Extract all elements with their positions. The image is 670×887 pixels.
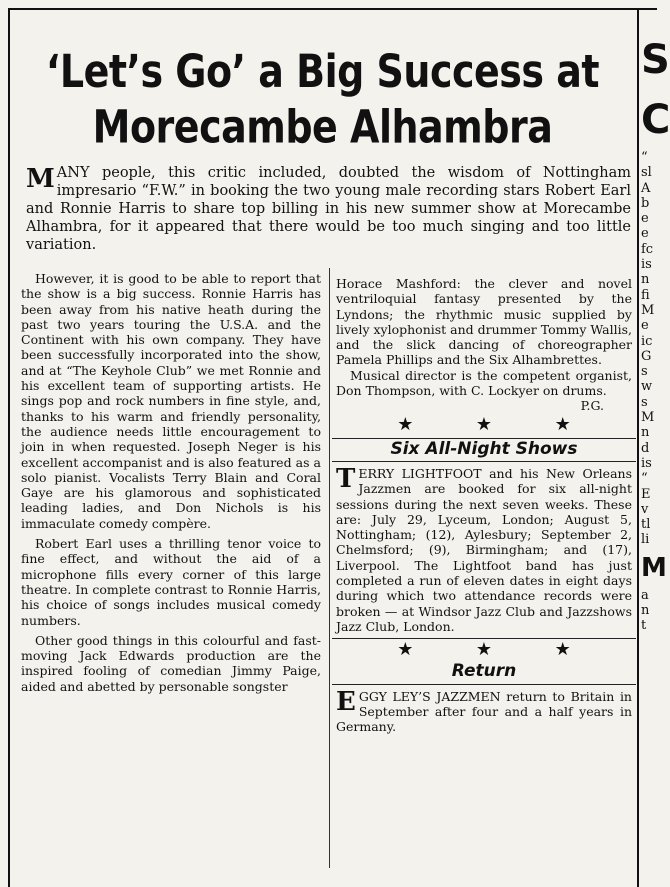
column-rule-right (637, 8, 639, 887)
edge-fragment: is (641, 257, 652, 273)
edge-letter-s: S (641, 37, 670, 83)
lightfoot-text: ERRY LIGHTFOOT and his New Orleans Jazzmen are booked for six all-night sessions during the next seven weeks. These are: July 29, Lyceum, London; August 5, Nottingham; (12), Aylesbury; September 2, Chelmsford; (9), Birmingham; and (17), Liverpool. The Lightfoot band has just completed a run of eleven dates in eight days during which two attendance records were broken — at Windsor Jazz Club and Jazzshows Jazz Club, London. (336, 465, 632, 634)
dropcap-e: E (336, 686, 356, 717)
star-icon: ★ (554, 413, 571, 435)
subhead-all-night-shows: Six All-Night Shows (390, 438, 578, 459)
edge-letter-c: C (641, 97, 670, 143)
edge-fragment: li (641, 532, 650, 548)
column2-paragraph-4 (336, 686, 632, 735)
edge-fragment: ic (641, 333, 653, 349)
edge-fragment: b (641, 195, 650, 211)
left-border (8, 8, 10, 887)
edge-fragment: E (641, 486, 651, 502)
column-divider (329, 268, 330, 868)
edge-fragment: n (641, 272, 650, 288)
subhead-return: Return (451, 661, 517, 682)
headline-line-2: Morecambe Alhambra (92, 100, 553, 154)
edge-fragment: e (641, 318, 649, 334)
column2-paragraph-1: Horace Mashford: the clever and novel ventriloquial fantasy presented by the Lyndons; the rhythmic music supplied by lively xylophonist and drummer Tommy Wallis, and the slick dancing of choreographer Pamela Phillips and the Six Alhambrettes. (336, 276, 632, 368)
adjacent-article-edge (641, 30, 670, 634)
headline (20, 44, 625, 154)
star-icon: ★ (397, 413, 414, 435)
signature: P.G. (580, 398, 604, 414)
star-icon: ★ (475, 639, 493, 661)
headline-line-1: ‘Let’s Go’ a Big Success at (45, 45, 600, 98)
column1-paragraph-2: Robert Earl uses a thrilling tenor voice to fine effect, and without the aid of a microphone fills every corner of this large theatre. In complete contrast to Ronnie Harris, his choice of songs includes musical comedy numbers. (21, 536, 321, 628)
lede-dropcap: M (26, 164, 55, 194)
edge-fragment: v (641, 501, 649, 517)
edge-fragment: M (641, 410, 655, 426)
edge-fragment: s (641, 394, 648, 410)
edge-fragment: M (641, 302, 655, 318)
edge-fragment: tl (641, 517, 651, 533)
edge-fragment: e (641, 226, 649, 242)
edge-fragment: fi (641, 287, 650, 303)
edge-fragment: “ (641, 471, 648, 487)
edge-fragment: d (641, 440, 650, 456)
edge-fragment: a (641, 587, 649, 603)
column1-paragraph-3: Other good things in this colourful and fast-moving Jack Edwards production are the inspired fooling of comedian Jimmy Paige, aided and abetted by personable songster (21, 632, 321, 694)
star-divider-2 (336, 639, 632, 661)
edge-fragment: sl (641, 165, 652, 181)
star-icon: ★ (475, 413, 493, 435)
edge-fragment: n (641, 425, 650, 441)
star-icon: ★ (554, 639, 571, 661)
edge-fragment: A (641, 180, 651, 196)
column2-paragraph-3 (336, 463, 632, 634)
article-column-1 (21, 271, 321, 699)
edge-fragment: w (641, 379, 653, 395)
dropcap-t: T (336, 463, 356, 494)
star-divider-1 (336, 414, 632, 436)
top-border (8, 8, 657, 10)
edge-fragment: n (641, 603, 650, 619)
edge-fragment: fc (641, 241, 654, 257)
lede-text: ANY people, this critic included, doubted the wisdom of Nottingham impresario “F.W.” in booking the two young male recording stars Robert Earl and Ronnie Harris to share top billing in his new summer show at Morecambe Alhambra, for it appeared that there would be too much singing and too little variation. (26, 165, 631, 253)
edge-fragment: G (641, 348, 652, 364)
edge-letter-m: M (641, 552, 667, 583)
edge-fragment: e (641, 211, 649, 227)
edge-fragment: “ (641, 150, 648, 165)
column2-paragraph-2: Musical director is the competent organist, Don Thompson, with C. Lockyer on drums. (336, 367, 632, 399)
lede-paragraph (26, 164, 631, 254)
article-column-2 (336, 276, 632, 734)
edge-fragment: s (641, 364, 648, 380)
star-icon: ★ (397, 639, 414, 661)
column1-paragraph-1: However, it is good to be able to report that the show is a big success. Ronnie Harris has been away from his native heath during the past two years touring the U.S.A. and the Continent with his own company. They have been successfully incorporated into the show, and at “The Keyhole Club” we met Ronnie and his excellent team of supporting artists. He sings pop and rock numbers in fine style, and, thanks to his warm and friendly personality, the audience needs little encouragement to join in when requested. Joseph Neger is his excellent accompanist and is also featured as a solo pianist. Vocalists Terry Blain and Coral Gaye are his glamorous and sophisticated leading ladies, and Don Nichols is his immaculate comedy compère. (21, 271, 321, 531)
edge-fragment: is (641, 455, 652, 471)
eggy-ley-text: GGY LEY’S JAZZMEN return to Britain in September after four and a half years in Germany. (336, 688, 632, 735)
edge-fragment: t (641, 618, 647, 634)
